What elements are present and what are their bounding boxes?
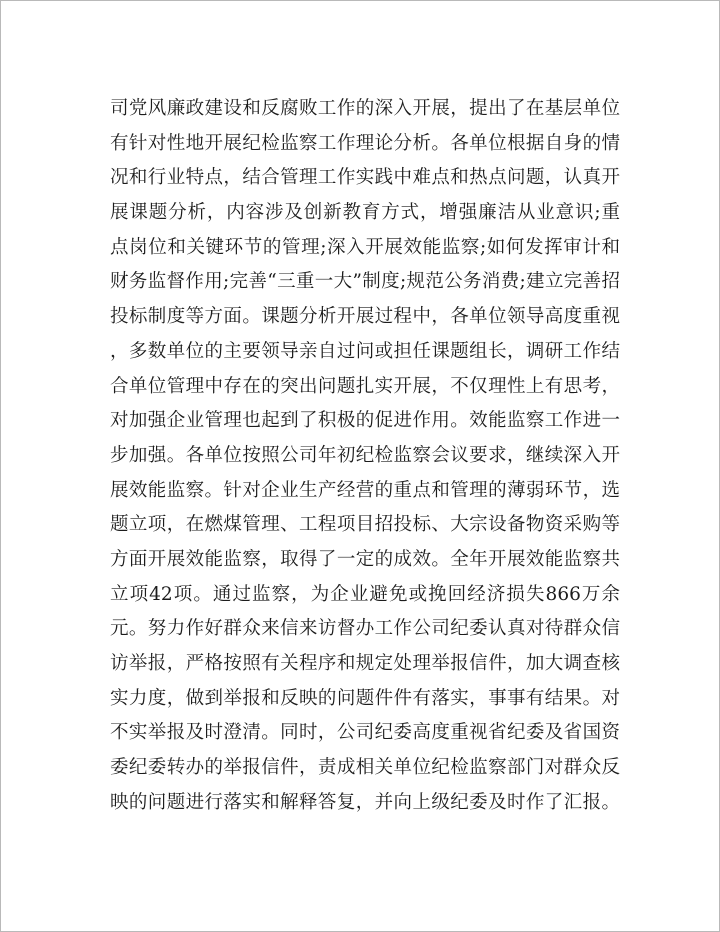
- text-line: ，多数单位的主要领导亲自过问或担任课题组长，调研工作结: [110, 340, 620, 362]
- text-line: 展课题分析，内容涉及创新教育方式，增强廉洁从业意识;重: [110, 202, 620, 224]
- text-line: 展效能监察。针对企业生产经营的重点和管理的薄弱环节，选: [110, 479, 620, 501]
- text-line: 司党风廉政建设和反腐败工作的深入开展，提出了在基层单位: [110, 98, 620, 119]
- text-line: 实力度，做到举报和反映的问题件件有落实，事事有结果。对: [110, 687, 620, 709]
- body-paragraph: [110, 92, 620, 820]
- text-line: 映的问题进行落实和解释答复，并向上级纪委及时作了汇报。: [110, 791, 620, 813]
- text-line: 访举报，严格按照有关程序和规定处理举报信件，加大调查核: [110, 653, 620, 674]
- text-line: 合单位管理中存在的突出问题扎实开展，不仅理性上有思考，: [110, 375, 620, 397]
- text-line: 对加强企业管理也起到了积极的促进作用。效能监察工作进一: [110, 410, 620, 432]
- text-line: 有针对性地开展纪检监察工作理论分析。各单位根据自身的情: [110, 132, 620, 154]
- text-line: 题立项，在燃煤管理、工程项目招投标、大宗设备物资采购等: [110, 514, 620, 536]
- text-line: 立项42项。通过监察，为企业避免或挽回经济损失866万余: [110, 583, 620, 605]
- text-line: 点岗位和关键环节的管理;深入开展效能监察;如何发挥审计和: [110, 236, 620, 258]
- text-line: 投标制度等方面。课题分析开展过程中，各单位领导高度重视: [110, 306, 620, 328]
- text-line: 不实举报及时澄清。同时，公司纪委高度重视省纪委及省国资: [110, 722, 620, 744]
- text-line: 委纪委转办的举报信件，责成相关单位纪检监察部门对群众反: [110, 757, 620, 779]
- text-line: 方面开展效能监察，取得了一定的成效。全年开展效能监察共: [110, 548, 620, 570]
- text-line: 元。努力作好群众来信来访督办工作公司纪委认真对待群众信: [110, 618, 620, 640]
- text-line: 况和行业特点，结合管理工作实践中难点和热点问题，认真开: [110, 167, 620, 189]
- text-line: 步加强。各单位按照公司年初纪检监察会议要求，继续深入开: [110, 444, 620, 466]
- text-line: 财务监督作用;完善“三重一大”制度;规范公务消费;建立完善招: [110, 271, 620, 293]
